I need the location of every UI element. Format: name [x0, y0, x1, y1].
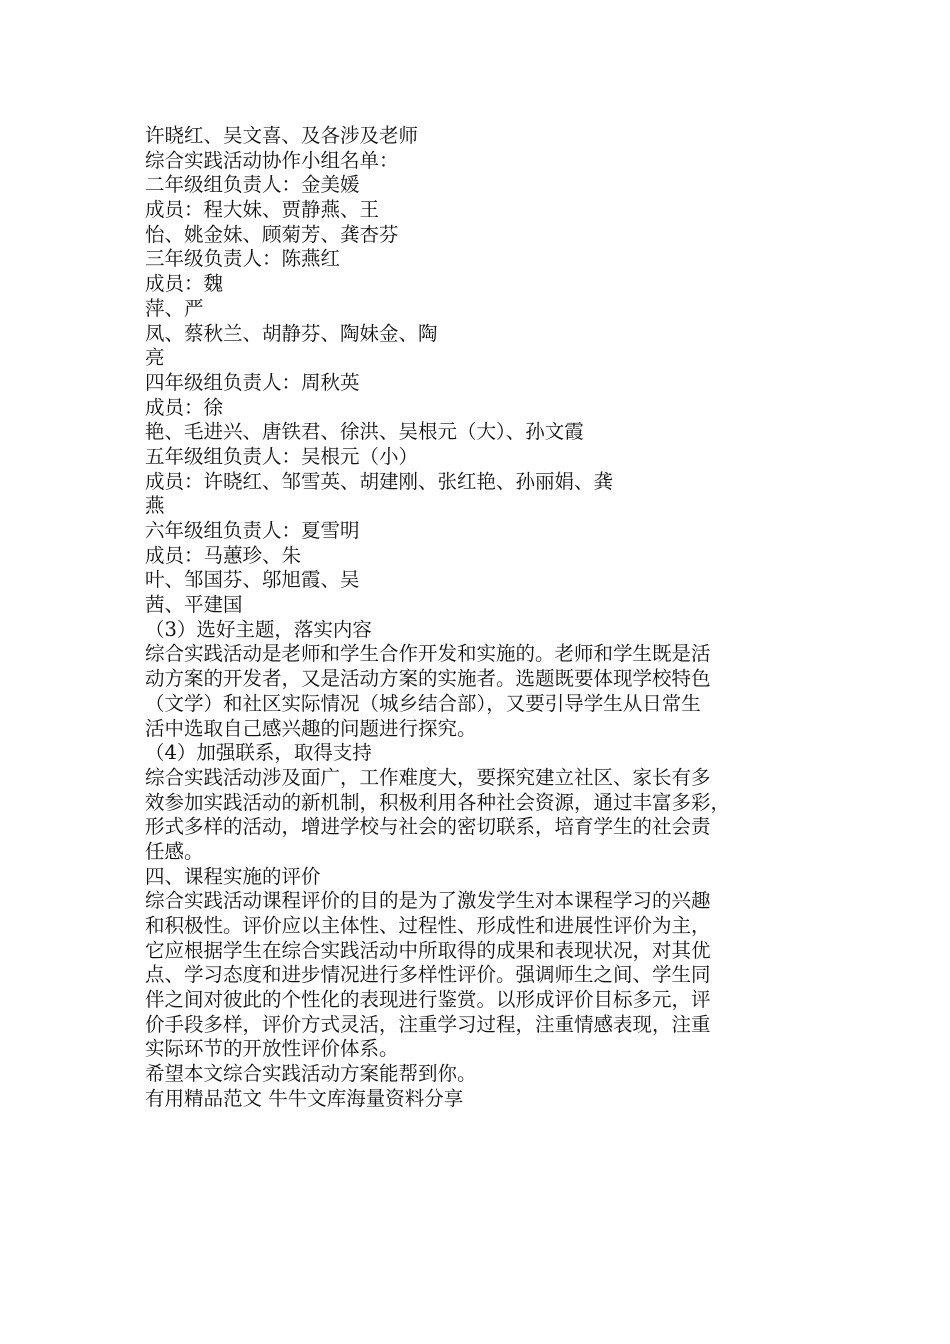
text-line: 叶、邹国芬、邬旭霞、吴 [145, 568, 360, 592]
text-line: 实际环节的开放性评价体系。 [145, 1037, 399, 1061]
text-line: 茜、平建国 [145, 593, 243, 617]
section-heading: （4）加强联系，取得支持 [145, 741, 372, 765]
text-line: 五年级组负责人：吴根元（小） [145, 444, 419, 468]
text-line: 伴之间对彼此的个性化的表现进行鉴赏。以形成评价目标多元，评 [145, 988, 711, 1012]
text-line: 三年级负责人：陈燕红 [145, 247, 341, 271]
text-line: 凤、蔡秋兰、胡静芬、陶妹金、陶 [145, 321, 438, 345]
document-body [145, 124, 810, 1112]
text-line: 二年级组负责人：金美媛 [145, 173, 360, 197]
text-line: 四年级组负责人：周秋英 [145, 370, 360, 394]
text-line: 它应根据学生在综合实践活动中所取得的成果和表现状况，对其优 [145, 938, 711, 962]
text-line: 成员：徐 [145, 395, 224, 419]
text-line: 怡、姚金妹、顾菊芳、龚杏芬 [145, 222, 399, 246]
text-line: 形式多样的活动，增进学校与社会的密切联系，培育学生的社会责 [145, 815, 711, 839]
text-line: 点、学习态度和进步情况进行多样性评价。强调师生之间、学生同 [145, 963, 711, 987]
text-line: 和积极性。评价应以主体性、过程性、形成性和进展性评价为主， [145, 914, 711, 937]
text-line: 综合实践活动协作小组名单： [145, 148, 399, 172]
text-line: 成员：马蕙珍、朱 [145, 543, 302, 567]
text-line: 成员：魏 [145, 272, 224, 296]
text-line: （文学）和社区实际情况（城乡结合部），又要引导学生从日常生 [145, 691, 701, 715]
text-line: 亮 [145, 346, 165, 370]
text-line: 综合实践活动是老师和学生合作开发和实施的。老师和学生既是活 [145, 642, 711, 666]
footer-line: 有用精品范文 牛牛文库海量资料分享 [145, 1086, 464, 1110]
text-line: 综合实践活动课程评价的目的是为了激发学生对本课程学习的兴趣 [145, 889, 711, 913]
closing-line: 希望本文综合实践活动方案能帮到你。 [145, 1062, 477, 1086]
text-line: 价手段多样，评价方式灵活，注重学习过程，注重情感表现，注重 [145, 1012, 711, 1036]
text-line: 综合实践活动涉及面广，工作难度大，要探究建立社区、家长有多 [145, 765, 711, 789]
text-line: 动方案的开发者，又是活动方案的实施者。选题既要体现学校特色 [145, 667, 711, 691]
text-line: 艳、毛进兴、唐铁君、徐洪、吴根元（大）、孙文霞 [145, 420, 584, 444]
text-line: 成员：许晓红、邹雪英、胡建刚、张红艳、孙丽娟、龚 [145, 469, 614, 493]
text-line: 活中选取自己感兴趣的问题进行探究。 [145, 716, 477, 740]
section-heading: （3）选好主题，落实内容 [145, 617, 372, 641]
text-line: 成员：程大妹、贾静燕、王 [145, 198, 380, 222]
section-heading: 四、课程实施的评价 [145, 864, 321, 888]
text-line: 任感。 [145, 839, 204, 863]
text-line: 六年级组负责人：夏雪明 [145, 519, 360, 542]
text-line: 萍、严 [145, 296, 204, 320]
text-line: 许晓红、吴文喜、及各涉及老师 [145, 124, 419, 147]
text-line: 效参加实践活动的新机制，积极利用各种社会资源，通过丰富多彩， [145, 790, 731, 814]
text-line: 燕 [145, 494, 165, 518]
